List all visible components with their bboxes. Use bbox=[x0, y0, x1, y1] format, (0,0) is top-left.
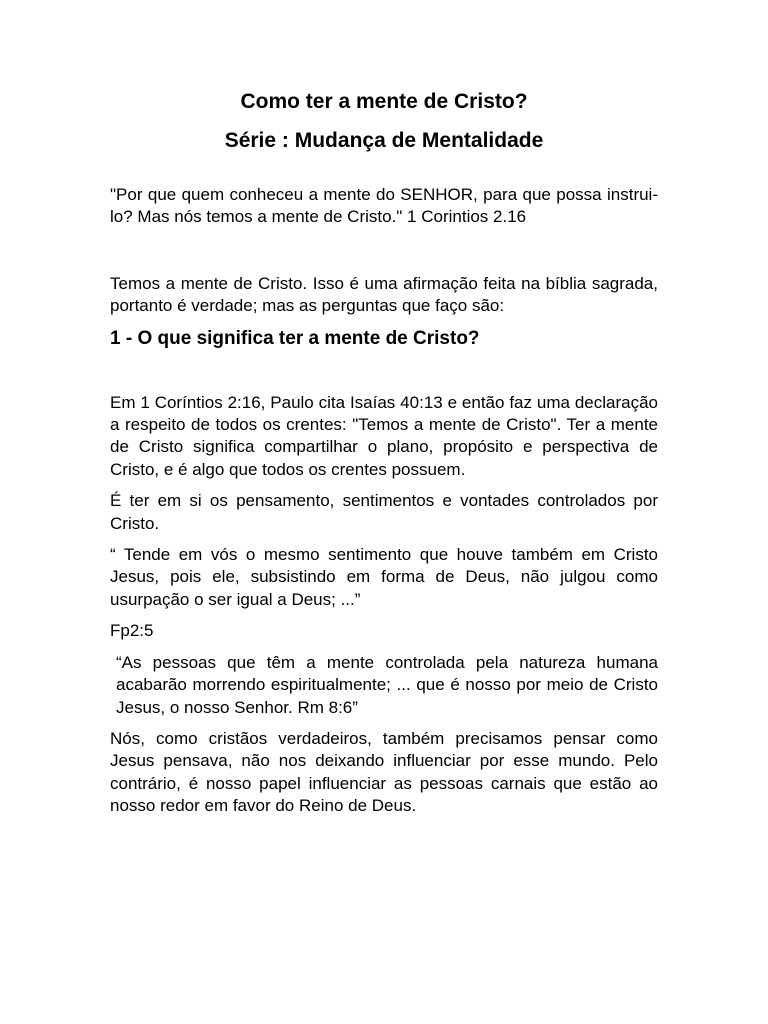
paragraph-quote-philippians: “ Tende em vós o mesmo sentimento que houve também em Cristo Jesus, pois ele, subsistindo em forma de Deus, não julgou como usurpação o ser igual a Deus; ...” bbox=[110, 545, 658, 609]
paragraph-quote-romans: “As pessoas que têm a mente controlada pela natureza humana acabarão morrendo espiritualmente; ... que é nosso por meio de Cristo Jesus, o nosso Senhor. Rm 8:6” bbox=[116, 652, 658, 717]
paragraph-definition: É ter em si os pensamento, sentimentos e vontades controlados por Cristo. bbox=[110, 491, 658, 533]
paragraph-conclusion: Nós, como cristãos verdadeiros, também precisamos pensar como Jesus pensava, não nos deixando influenciar por esse mundo. Pelo contrário, é nosso papel influenciar as pessoas carnais que estão ao nosso redor em favor do Reino de Deus. bbox=[110, 728, 658, 816]
document-title: Como ter a mente de Cristo? bbox=[240, 90, 528, 113]
epigraph-quote: "Por que quem conheceu a mente do SENHOR, para que possa instrui-lo? Mas nós temos a mente de Cristo." 1 Corintios 2.16 bbox=[110, 185, 658, 227]
intro-paragraph: Temos a mente de Cristo. Isso é uma afirmação feita na bíblia sagrada, portanto é verdade; mas as perguntas que faço são: bbox=[110, 273, 658, 316]
paragraph-reference: Fp2:5 bbox=[110, 621, 154, 641]
document-subtitle: Série : Mudança de Mentalidade bbox=[224, 129, 544, 152]
paragraph-corintios: Em 1 Coríntios 2:16, Paulo cita Isaías 40:13 e então faz uma declaração a respeito de todos os crentes: "Temos a mente de Cristo". Ter a mente de Cristo significa compartilhar o plano, propósito e perspectiva de Cristo, e é algo que todos os crentes possuem. bbox=[110, 392, 658, 479]
question-heading: 1 - O que significa ter a mente de Cristo? bbox=[110, 327, 480, 349]
document-body bbox=[110, 87, 658, 818]
